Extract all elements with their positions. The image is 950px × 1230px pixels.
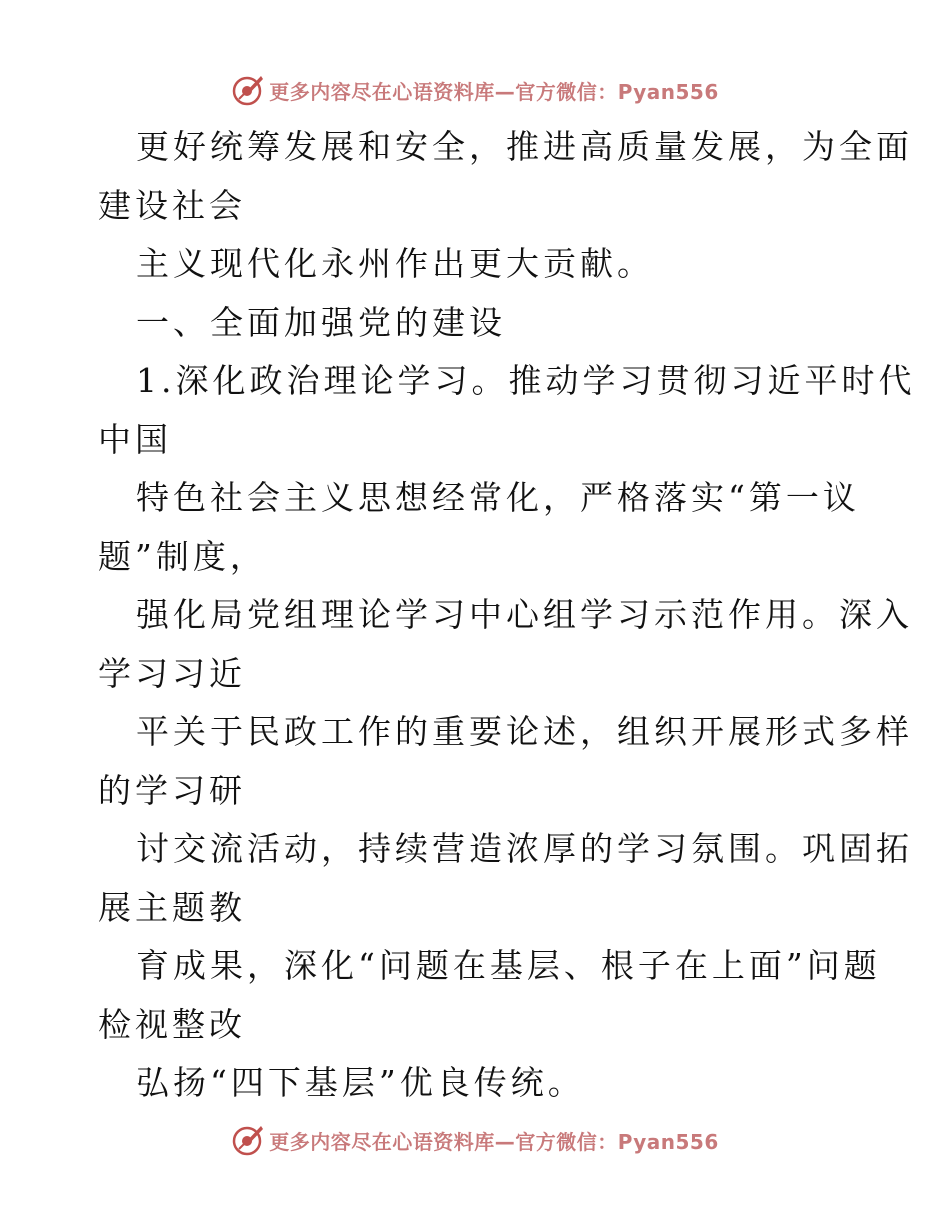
body-line: 中国 bbox=[98, 419, 172, 459]
footer-banner-text: 更多内容尽在心语资料库—官方微信：Pyan556 bbox=[269, 1129, 719, 1154]
body-line: 展主题教 bbox=[98, 887, 246, 927]
body-line: 主义现代化永州作出更大贡献。 bbox=[136, 244, 654, 283]
body-line: 学习习近 bbox=[98, 653, 246, 693]
body-line: 育成果，深化“问题在基层、根子在上面”问题 bbox=[136, 946, 881, 985]
body-line: 更好统筹发展和安全，推进高质量发展，为全面 bbox=[136, 127, 913, 166]
section-heading: 一、全面加强党的建设 bbox=[136, 302, 506, 342]
body-line: 题”制度， bbox=[98, 536, 267, 576]
header-banner-text: 更多内容尽在心语资料库—官方微信：Pyan556 bbox=[269, 79, 719, 104]
body-line: 检视整改 bbox=[98, 1004, 246, 1044]
body-line: 的学习研 bbox=[98, 770, 246, 810]
quill-pen-logo-icon bbox=[231, 73, 265, 107]
body-line: 讨交流活动，持续营造浓厚的学习氛围。巩固拓 bbox=[136, 829, 913, 868]
body-line: 强化局党组理论学习中心组学习示范作用。深入 bbox=[136, 595, 913, 634]
body-line: 特色社会主义思想经常化，严格落实“第一议 bbox=[136, 478, 860, 517]
footer-watermark-banner bbox=[0, 1120, 950, 1160]
body-line: 建设社会 bbox=[98, 185, 246, 225]
quill-pen-logo-icon bbox=[231, 1123, 265, 1157]
body-line: 平关于民政工作的重要论述，组织开展形式多样 bbox=[136, 712, 913, 751]
header-watermark-banner bbox=[0, 70, 950, 110]
document-body bbox=[98, 118, 916, 1113]
body-line: 弘扬“四下基层”优良传统。 bbox=[136, 1063, 585, 1102]
body-line: 1.深化政治理论学习。推动学习贯彻习近平时代 bbox=[136, 361, 916, 400]
